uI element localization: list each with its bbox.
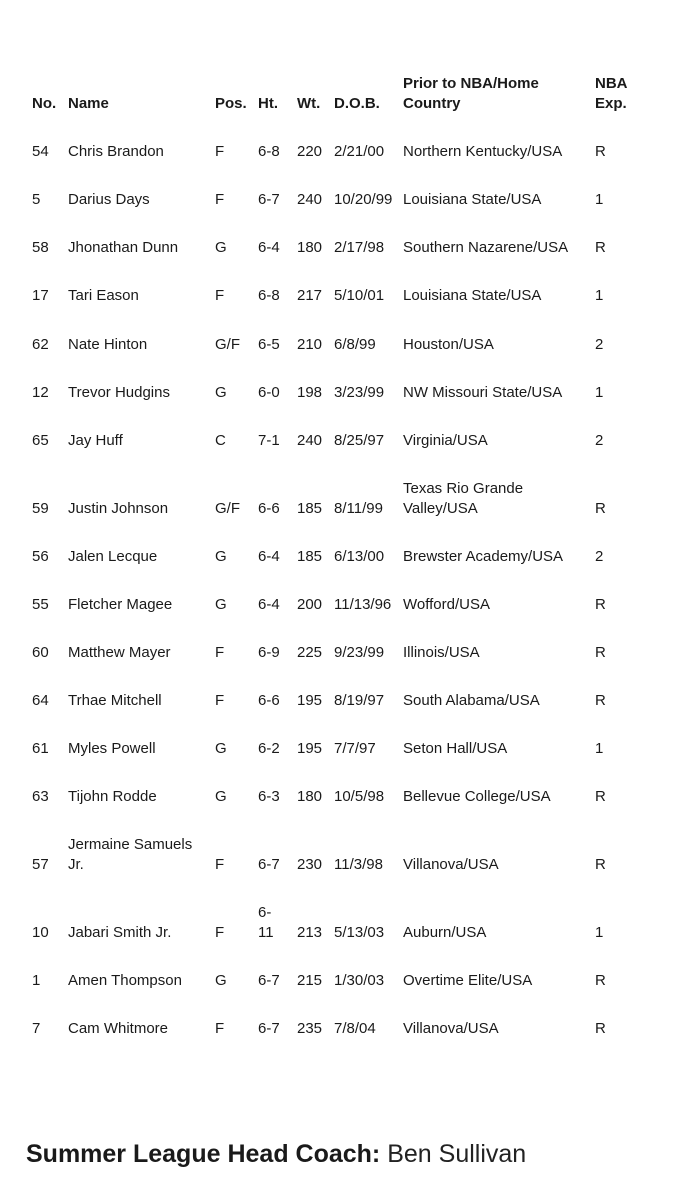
player-name: Myles Powell: [68, 740, 156, 757]
player-pos: F: [215, 692, 225, 709]
player-exp: 2: [595, 548, 604, 565]
player-exp: R: [595, 500, 606, 517]
player-ht: 7-1: [258, 432, 280, 449]
player-exp: R: [595, 596, 606, 613]
player-exp: 1: [595, 287, 604, 304]
player-name-line2: Jr.: [68, 856, 84, 873]
player-wt: 180: [297, 788, 323, 805]
player-dob: 11/13/96: [334, 596, 392, 613]
player-wt: 240: [297, 432, 323, 449]
player-exp: R: [595, 692, 606, 709]
player-prior: Houston/USA: [403, 336, 494, 353]
player-name: Nate Hinton: [68, 336, 148, 353]
player-name: Fletcher Magee: [68, 596, 173, 613]
player-no: 5: [32, 191, 41, 208]
player-prior: Southern Nazarene/USA: [403, 239, 569, 256]
player-exp: 1: [595, 740, 604, 757]
player-ht: 6-2: [258, 740, 280, 757]
player-pos: G: [215, 740, 227, 757]
player-wt: 180: [297, 239, 323, 256]
player-exp: 1: [595, 924, 604, 941]
player-dob: 2/17/98: [334, 239, 385, 256]
player-pos: G/F: [215, 336, 240, 353]
player-dob: 1/30/03: [334, 972, 385, 989]
header-prior-line1: Prior to NBA/Home: [403, 75, 539, 92]
player-dob: 7/8/04: [334, 1020, 376, 1037]
player-name: Jalen Lecque: [68, 548, 158, 565]
player-prior: Brewster Academy/USA: [403, 548, 564, 565]
player-no: 12: [32, 384, 49, 401]
player-ht-line1: 6-: [258, 904, 272, 921]
player-dob: 2/21/00: [334, 143, 385, 160]
player-exp: 2: [595, 336, 604, 353]
player-wt: 185: [297, 548, 323, 565]
player-prior: Villanova/USA: [403, 1020, 499, 1037]
player-ht-line2: 11: [258, 924, 274, 941]
player-dob: 8/11/99: [334, 500, 383, 517]
player-exp: R: [595, 856, 606, 873]
header-exp-line2: Exp.: [595, 95, 627, 112]
player-prior: Auburn/USA: [403, 924, 487, 941]
player-ht: 6-8: [258, 287, 280, 304]
player-dob: 10/20/99: [334, 191, 393, 208]
player-wt: 185: [297, 500, 323, 517]
player-no: 56: [32, 548, 49, 565]
player-no: 17: [32, 287, 49, 304]
player-wt: 230: [297, 856, 323, 873]
player-prior-line1: Texas Rio Grande: [403, 480, 524, 497]
player-ht: 6-6: [258, 692, 280, 709]
player-wt: 213: [297, 924, 323, 941]
player-exp: R: [595, 239, 606, 256]
player-wt: 235: [297, 1020, 323, 1037]
player-exp: 1: [595, 191, 604, 208]
player-prior: Seton Hall/USA: [403, 740, 508, 757]
player-pos: G: [215, 548, 227, 565]
player-dob: 3/23/99: [334, 384, 385, 401]
player-name: Tijohn Rodde: [68, 788, 157, 805]
player-prior: NW Missouri State/USA: [403, 384, 563, 401]
player-name: Cam Whitmore: [68, 1020, 169, 1037]
player-prior: Wofford/USA: [403, 596, 490, 613]
header-wt: Wt.: [297, 95, 321, 112]
player-no: 55: [32, 596, 49, 613]
player-pos: C: [215, 432, 226, 449]
player-wt: 225: [297, 644, 323, 661]
player-no: 60: [32, 644, 49, 661]
player-dob: 6/13/00: [334, 548, 385, 565]
header-prior-line2: Country: [403, 95, 461, 112]
player-ht: 6-7: [258, 191, 280, 208]
player-prior: Northern Kentucky/USA: [403, 143, 563, 160]
player-prior: South Alabama/USA: [403, 692, 540, 709]
player-wt: 195: [297, 740, 323, 757]
player-dob: 5/13/03: [334, 924, 385, 941]
player-ht: 6-4: [258, 548, 280, 565]
player-dob: 5/10/01: [334, 287, 385, 304]
player-dob: 9/23/99: [334, 644, 385, 661]
player-name-line1: Jermaine Samuels: [68, 836, 193, 853]
player-name: Trhae Mitchell: [68, 692, 162, 709]
player-name: Jhonathan Dunn: [68, 239, 179, 256]
player-dob: 10/5/98: [334, 788, 385, 805]
header-dob: D.O.B.: [334, 95, 380, 112]
player-wt: 198: [297, 384, 323, 401]
player-ht: 6-5: [258, 336, 280, 353]
player-name: Jabari Smith Jr.: [68, 924, 172, 941]
player-pos: F: [215, 287, 225, 304]
player-pos: G: [215, 384, 227, 401]
player-ht: 6-6: [258, 500, 280, 517]
player-name: Darius Days: [68, 191, 150, 208]
player-wt: 200: [297, 596, 323, 613]
player-prior: Louisiana State/USA: [403, 287, 542, 304]
player-pos: F: [215, 191, 225, 208]
player-exp: 2: [595, 432, 604, 449]
player-exp: R: [595, 143, 606, 160]
player-name: Trevor Hudgins: [68, 384, 170, 401]
player-no: 54: [32, 143, 49, 160]
player-prior: Virginia/USA: [403, 432, 488, 449]
head-coach-label: Summer League Head Coach:: [26, 1140, 381, 1168]
player-exp: R: [595, 788, 606, 805]
player-no: 62: [32, 336, 49, 353]
header-no: No.: [32, 95, 57, 112]
player-dob: 11/3/98: [334, 856, 383, 873]
player-no: 57: [32, 856, 49, 873]
player-prior: Louisiana State/USA: [403, 191, 542, 208]
player-ht: 6-7: [258, 972, 280, 989]
player-no: 63: [32, 788, 49, 805]
player-name: Jay Huff: [68, 432, 123, 449]
player-no: 7: [32, 1020, 41, 1037]
player-wt: 217: [297, 287, 323, 304]
player-pos: G/F: [215, 500, 240, 517]
player-ht: 6-7: [258, 1020, 280, 1037]
header-pos: Pos.: [215, 95, 247, 112]
player-pos: F: [215, 1020, 225, 1037]
player-prior-line2: Valley/USA: [403, 500, 478, 517]
header-exp-line1: NBA: [595, 75, 628, 92]
player-pos: G: [215, 239, 227, 256]
player-ht: 6-0: [258, 384, 280, 401]
player-dob: 6/8/99: [334, 336, 376, 353]
player-exp: 1: [595, 384, 604, 401]
player-no: 64: [32, 692, 49, 709]
player-name: Chris Brandon: [68, 143, 164, 160]
player-no: 61: [32, 740, 49, 757]
player-exp: R: [595, 1020, 606, 1037]
player-no: 65: [32, 432, 49, 449]
player-pos: F: [215, 924, 225, 941]
player-ht: 6-4: [258, 596, 280, 613]
head-coach: [26, 1138, 526, 1170]
player-pos: F: [215, 856, 225, 873]
player-exp: R: [595, 644, 606, 661]
player-no: 1: [32, 972, 41, 989]
player-name: Justin Johnson: [68, 500, 169, 517]
player-name: Matthew Mayer: [68, 644, 171, 661]
player-prior: Illinois/USA: [403, 644, 480, 661]
player-no: 10: [32, 924, 49, 941]
player-pos: G: [215, 972, 227, 989]
player-dob: 8/19/97: [334, 692, 385, 709]
player-no: 59: [32, 500, 49, 517]
player-ht: 6-4: [258, 239, 280, 256]
player-wt: 240: [297, 191, 323, 208]
player-wt: 220: [297, 143, 323, 160]
player-wt: 195: [297, 692, 323, 709]
player-name: Tari Eason: [68, 287, 139, 304]
player-pos: G: [215, 788, 227, 805]
player-ht: 6-8: [258, 143, 280, 160]
player-wt: 215: [297, 972, 323, 989]
player-ht: 6-3: [258, 788, 280, 805]
player-dob: 7/7/97: [334, 740, 376, 757]
player-prior: Overtime Elite/USA: [403, 972, 533, 989]
player-name: Amen Thompson: [68, 972, 182, 989]
player-prior: Villanova/USA: [403, 856, 499, 873]
player-dob: 8/25/97: [334, 432, 385, 449]
header-ht: Ht.: [258, 95, 278, 112]
player-pos: G: [215, 596, 227, 613]
player-pos: F: [215, 143, 225, 160]
player-ht: 6-7: [258, 856, 280, 873]
player-ht: 6-9: [258, 644, 280, 661]
head-coach-name: Ben Sullivan: [387, 1140, 527, 1168]
player-exp: R: [595, 972, 606, 989]
header-name: Name: [68, 95, 109, 112]
player-pos: F: [215, 644, 225, 661]
player-prior: Bellevue College/USA: [403, 788, 551, 805]
player-wt: 210: [297, 336, 323, 353]
player-no: 58: [32, 239, 49, 256]
